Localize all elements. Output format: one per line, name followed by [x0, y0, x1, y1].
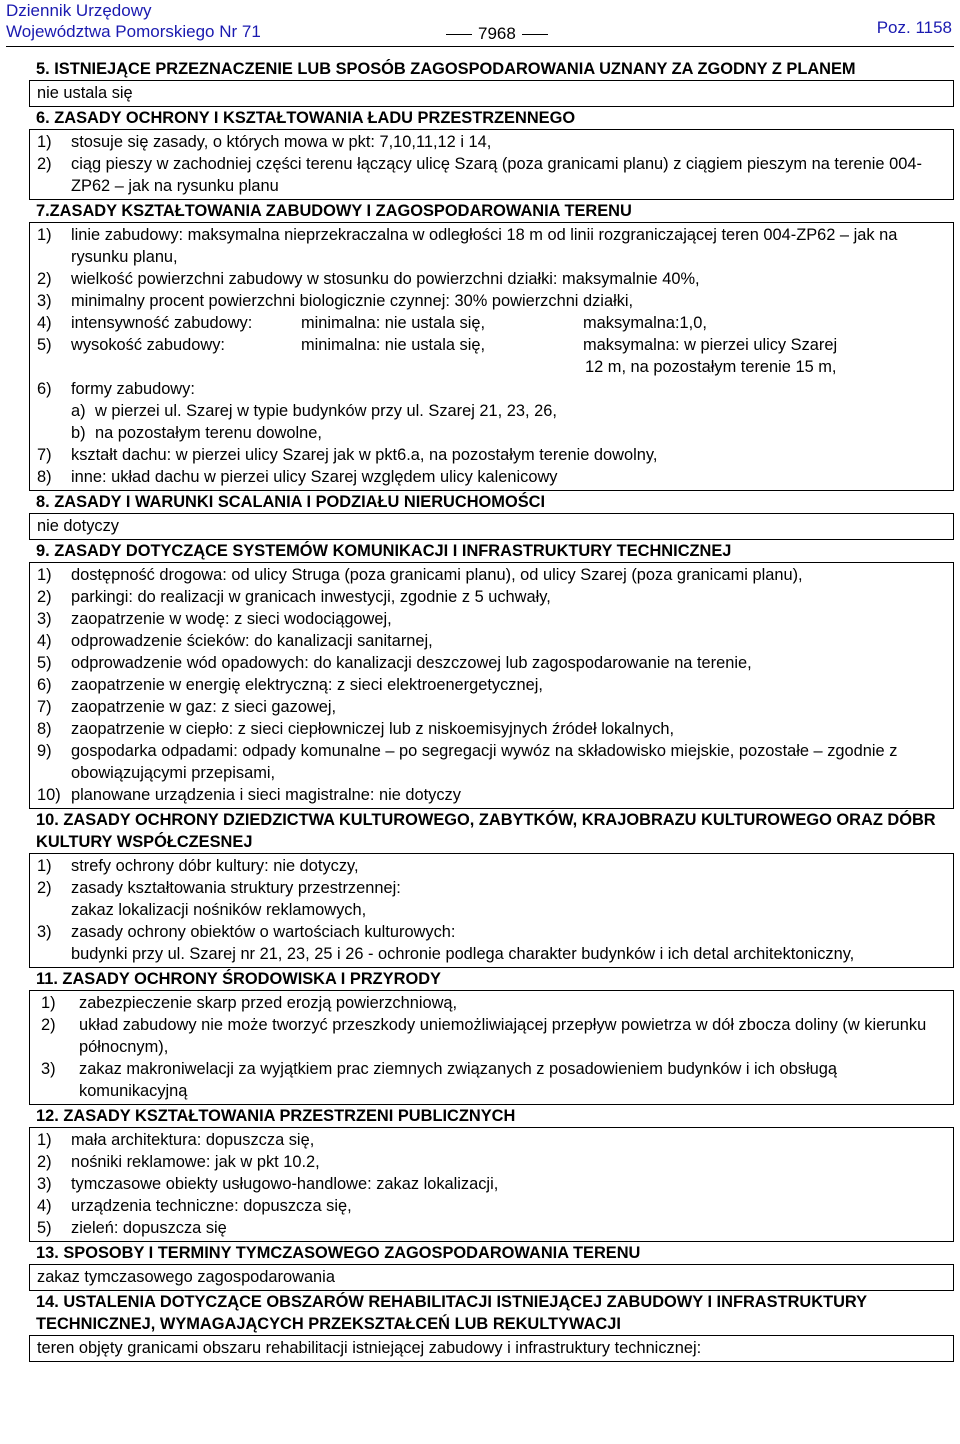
- section-text: nie dotyczy: [37, 517, 119, 535]
- item-number: 6): [37, 380, 52, 398]
- list-item: [37, 378, 947, 400]
- section-box: [29, 562, 954, 809]
- item-number: 1): [37, 857, 52, 875]
- list-item: [37, 1195, 947, 1217]
- list-item: [37, 290, 947, 312]
- item-number: 1): [37, 226, 52, 244]
- section-7: [29, 200, 954, 491]
- item-text: odprowadzenie ścieków: do kanalizacji sanitarnej,: [71, 632, 433, 650]
- section-box: [29, 1127, 954, 1242]
- dash-right: [522, 34, 548, 35]
- item-continuation: budynki przy ul. Szarej nr 21, 23, 25 i 26 - ochronie podlega charakter budynków i ich detal architektoniczny,: [71, 945, 855, 963]
- item-number: 2): [41, 1016, 56, 1034]
- list-item: [37, 784, 947, 806]
- list-item: [37, 877, 947, 899]
- section-13: [29, 1242, 954, 1291]
- item-continuation: 12 m, na pozostałym terenie 15 m,: [585, 358, 837, 376]
- list-item: [37, 652, 947, 674]
- section-box: [29, 129, 954, 200]
- section-14: [29, 1291, 954, 1362]
- page-header-left: [6, 0, 261, 42]
- item-text: zakaz makroniwelacji za wyjątkiem prac ziemnych związanych z posadowieniem budynków i ich obsługą komunikacyjną: [79, 1060, 837, 1100]
- item-text: ciąg pieszy w zachodniej części terenu łączący ulicę Szarą (poza granicami planu) z ciągiem pieszym na terenie 004-ZP62 – jak na rysunku planu: [71, 155, 922, 195]
- item-text: inne: układ dachu w pierzei ulicy Szarej względem ulicy kalenicowy: [71, 468, 558, 486]
- item-text: wielkość powierzchni zabudowy w stosunku do powierzchni działki: maksymalnie 40%,: [71, 270, 700, 288]
- item-number: 2): [37, 879, 52, 897]
- section-box: [29, 80, 954, 107]
- item-number: 2): [37, 155, 52, 173]
- sub-item-letter: a): [71, 402, 86, 420]
- section-8: [29, 491, 954, 540]
- list-item: [37, 674, 947, 696]
- item-text: układ zabudowy nie może tworzyć przeszkody uniemożliwiającej przepływ powietrza w dół zbocza doliny (w kierunku północnym),: [79, 1016, 927, 1056]
- section-11: [29, 968, 954, 1105]
- list-item: [37, 444, 947, 466]
- section-box: [29, 222, 954, 491]
- sub-item-text: na pozostałym terenu dowolne,: [95, 424, 322, 442]
- section-title: 8. ZASADY I WARUNKI SCALANIA I PODZIAŁU NIERUCHOMOŚCI: [36, 493, 546, 511]
- item-text: stosuje się zasady, o których mowa w pkt: 7,10,11,12 i 14,: [71, 133, 492, 151]
- item-text: zasady ochrony obiektów o wartościach kulturowych:: [71, 923, 456, 941]
- dash-left: [446, 34, 472, 35]
- item-columns: [71, 312, 947, 334]
- sub-item: [37, 400, 947, 422]
- section-title: 9. ZASADY DOTYCZĄCE SYSTEMÓW KOMUNIKACJI I INFRASTRUKTURY TECHNICZNEJ: [36, 542, 732, 560]
- section-box: [29, 990, 954, 1105]
- list-item: [37, 718, 947, 740]
- list-item: [37, 696, 947, 718]
- section-box: [29, 513, 954, 540]
- section-title: 12. ZASADY KSZTAŁTOWANIA PRZESTRZENI PUBLICZNYCH: [36, 1107, 516, 1125]
- page-number-text: 7968: [478, 24, 516, 43]
- item-text: strefy ochrony dóbr kultury: nie dotyczy,: [71, 857, 359, 875]
- item-text: zaopatrzenie w energię elektryczną: z sieci elektroenergetycznej,: [71, 676, 543, 694]
- item-number: 1): [41, 994, 56, 1012]
- item-number: 3): [37, 610, 52, 628]
- item-text: nośniki reklamowe: jak w pkt 10.2,: [71, 1153, 320, 1171]
- item-text: linie zabudowy: maksymalna nieprzekraczalna w odległości 18 m od linii rozgraniczającej teren 004-ZP62 – jak na rysunku planu,: [71, 226, 898, 266]
- item-number: 3): [37, 292, 52, 310]
- item-maximum: maksymalna:1,0,: [583, 314, 707, 332]
- section-text: teren objęty granicami obszaru rehabilitacji istniejącej zabudowy i infrastruktury technicznej:: [37, 1339, 702, 1357]
- item-number: 4): [37, 1197, 52, 1215]
- list-item: [37, 268, 947, 290]
- item-number: 3): [37, 1175, 52, 1193]
- item-maximum: maksymalna: w pierzei ulicy Szarej: [583, 336, 838, 354]
- item-text: zasady kształtowania struktury przestrzennej:: [71, 879, 401, 897]
- list-item: [37, 466, 947, 488]
- item-number: 1): [37, 566, 52, 584]
- page-number: [440, 24, 554, 44]
- item-number: 8): [37, 720, 52, 738]
- section-box: [29, 1335, 954, 1362]
- item-text: zaopatrzenie w wodę: z sieci wodociągowej,: [71, 610, 392, 628]
- section-9: [29, 540, 954, 809]
- item-text: zabezpieczenie skarp przed erozją powierzchniową,: [79, 994, 458, 1012]
- item-text: odprowadzenie wód opadowych: do kanalizacji deszczowej lub zagospodarowanie na terenie,: [71, 654, 752, 672]
- section-text: zakaz tymczasowego zagospodarowania: [37, 1268, 335, 1286]
- section-title: 14. USTALENIA DOTYCZĄCE OBSZARÓW REHABILITACJI ISTNIEJĄCEJ ZABUDOWY I INFRASTRUKTURY TECHNICZNEJ, WYMAGAJĄCYCH PRZEKSZTAŁCEŃ LUB REKULTYWACJI: [36, 1293, 867, 1333]
- header-rule: [6, 46, 954, 47]
- item-text: mała architektura: dopuszcza się,: [71, 1131, 315, 1149]
- item-number: 5): [37, 1219, 52, 1237]
- list-item: [37, 131, 947, 153]
- item-number: 7): [37, 446, 52, 464]
- section-title: 7.ZASADY KSZTAŁTOWANIA ZABUDOWY I ZAGOSPODAROWANIA TERENU: [36, 202, 632, 220]
- section-box: [29, 853, 954, 968]
- item-text: gospodarka odpadami: odpady komunalne – po segregacji wywóz na składowisko miejskie, pozostałe – zgodnie z obowiązującymi przepisami,: [71, 742, 898, 782]
- section-12: [29, 1105, 954, 1242]
- item-minimum: minimalna: nie ustala się,: [301, 336, 486, 354]
- item-number: 2): [37, 1153, 52, 1171]
- item-text: parkingi: do realizacji w granicach inwestycji, zgodnie z 5 uchwały,: [71, 588, 551, 606]
- item-number: 5): [37, 654, 52, 672]
- list-item: [37, 1151, 947, 1173]
- item-text: minimalny procent powierzchni biologicznie czynnej: 30% powierzchni działki,: [71, 292, 634, 310]
- section-title: 10. ZASADY OCHRONY DZIEDZICTWA KULTUROWEGO, ZABYTKÓW, KRAJOBRAZU KULTUROWEGO ORAZ DÓBR KULTURY WSPÓŁCZESNEJ: [36, 811, 936, 851]
- item-text: kształt dachu: w pierzei ulicy Szarej jak w pkt6.a, na pozostałym terenie dowolny,: [71, 446, 658, 464]
- item-text: dostępność drogowa: od ulicy Struga (poza granicami planu), od ulicy Szarej (poza granicami planu),: [71, 566, 803, 584]
- item-label: intensywność zabudowy:: [71, 314, 253, 332]
- item-number: 6): [37, 676, 52, 694]
- document-body: [29, 58, 954, 1362]
- item-number: 2): [37, 588, 52, 606]
- item-number: 8): [37, 468, 52, 486]
- section-title: 6. ZASADY OCHRONY I KSZTAŁTOWANIA ŁADU PRZESTRZENNEGO: [36, 109, 576, 127]
- item-number: 10): [37, 786, 61, 804]
- list-item: [37, 855, 947, 877]
- list-item: [37, 608, 947, 630]
- list-item: [37, 224, 947, 268]
- section-title: 11. ZASADY OCHRONY ŚRODOWISKA I PRZYRODY: [36, 970, 441, 988]
- item-number: 1): [37, 1131, 52, 1149]
- section-title: 5. ISTNIEJĄCE PRZEZNACZENIE LUB SPOSÓB ZAGOSPODAROWANIA UZNANY ZA ZGODNY Z PLANEM: [36, 60, 856, 78]
- list-item: [37, 334, 947, 356]
- item-number: 1): [37, 133, 52, 151]
- list-item: [37, 1173, 947, 1195]
- section-title: 13. SPOSOBY I TERMINY TYMCZASOWEGO ZAGOSPODAROWANIA TERENU: [36, 1244, 641, 1262]
- item-text: formy zabudowy:: [71, 380, 195, 398]
- item-continuation: zakaz lokalizacji nośników reklamowych,: [71, 901, 367, 919]
- item-text: zieleń: dopuszcza się: [71, 1219, 227, 1237]
- position-label: Poz. 1158: [876, 18, 952, 37]
- item-number: 5): [37, 336, 52, 354]
- list-item: [37, 1014, 947, 1058]
- list-item: [37, 586, 947, 608]
- list-item: [37, 564, 947, 586]
- journal-region: Województwa Pomorskiego Nr 71: [6, 22, 261, 41]
- item-number: 4): [37, 632, 52, 650]
- item-columns: [71, 334, 947, 356]
- item-number: 2): [37, 270, 52, 288]
- item-number: 4): [37, 314, 52, 332]
- list-item: [37, 1129, 947, 1151]
- list-item: [37, 1058, 947, 1102]
- item-text: zaopatrzenie w ciepło: z sieci ciepłowniczej lub z niskoemisyjnych źródeł lokalnych,: [71, 720, 675, 738]
- section-5: [29, 58, 954, 107]
- list-item: [37, 921, 947, 943]
- item-label: wysokość zabudowy:: [71, 336, 225, 354]
- item-text: urządzenia techniczne: dopuszcza się,: [71, 1197, 352, 1215]
- section-text: nie ustala się: [37, 84, 133, 102]
- list-item: [37, 630, 947, 652]
- item-text: zaopatrzenie w gaz: z sieci gazowej,: [71, 698, 337, 716]
- journal-title: Dziennik Urzędowy: [6, 1, 152, 20]
- section-6: [29, 107, 954, 200]
- list-item: [37, 312, 947, 334]
- list-item: [37, 740, 947, 784]
- section-10: [29, 809, 954, 968]
- item-number: 9): [37, 742, 52, 760]
- sub-item-text: w pierzei ul. Szarej w typie budynków przy ul. Szarej 21, 23, 26,: [95, 402, 557, 420]
- item-number: 3): [37, 923, 52, 941]
- sub-item: [37, 422, 947, 444]
- list-item: [37, 992, 947, 1014]
- item-number: 7): [37, 698, 52, 716]
- item-minimum: minimalna: nie ustala się,: [301, 314, 486, 332]
- list-item: [37, 153, 947, 197]
- item-text: planowane urządzenia i sieci magistralne: nie dotyczy: [71, 786, 461, 804]
- sub-item-letter: b): [71, 424, 86, 442]
- item-text: tymczasowe obiekty usługowo-handlowe: zakaz lokalizacji,: [71, 1175, 499, 1193]
- section-box: [29, 1264, 954, 1291]
- item-number: 3): [41, 1060, 56, 1078]
- list-item: [37, 1217, 947, 1239]
